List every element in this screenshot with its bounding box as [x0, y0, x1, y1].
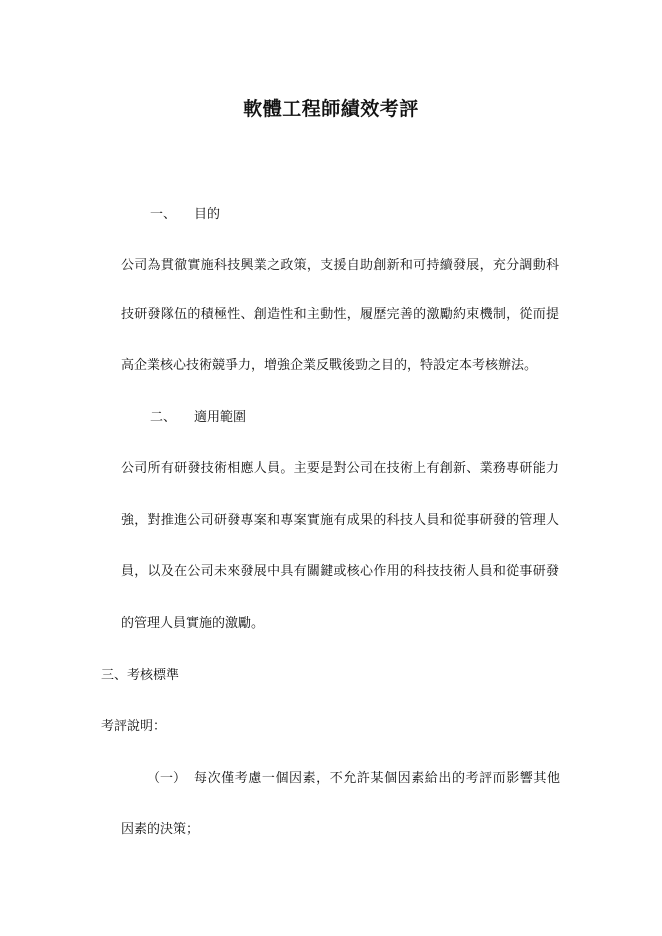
- section-1-line-3: 高企業核心技術競爭力，增強企業反戰後勁之目的，特設定本考核辦法。: [121, 358, 538, 373]
- item-1-marker: （一）: [147, 771, 187, 786]
- section-2-line-3: 員，以及在公司未來發展中具有關鍵或核心作用的科技技術人員和從事研發: [121, 564, 559, 579]
- document-title: 軟體工程師績效考評: [243, 98, 419, 120]
- section-2-number: 二、: [150, 410, 177, 425]
- evaluation-note-label: 考評說明：: [101, 719, 167, 734]
- section-2-line-4: 的管理人員實施的激勵。: [121, 616, 265, 631]
- section-1-number: 一、: [150, 207, 177, 222]
- section-2-heading: 適用範圍: [194, 410, 247, 425]
- section-2-line-1: 公司所有研發技術相應人員。主要是對公司在技術上有創新、業務專研能力: [121, 461, 559, 476]
- section-1-line-2: 技研發隊伍的積極性、創造性和主動性，履歷完善的激勵約束機制，從而提: [121, 307, 559, 322]
- item-1-line-1: 每次僅考慮一個因素，不允許某個因素給出的考評而影響其他: [194, 771, 560, 786]
- section-2-line-2: 強，對推進公司研發專案和專案實施有成果的科技人員和從事研發的管理人: [121, 513, 559, 528]
- section-3-heading: 三、考核標準: [101, 668, 180, 683]
- section-1-heading: 目的: [194, 207, 221, 222]
- item-1-line-2: 因素的決策；: [121, 822, 200, 837]
- section-1-line-1: 公司為貫徹實施科技興業之政策，支援自助創新和可持續發展，充分調動科: [121, 258, 559, 273]
